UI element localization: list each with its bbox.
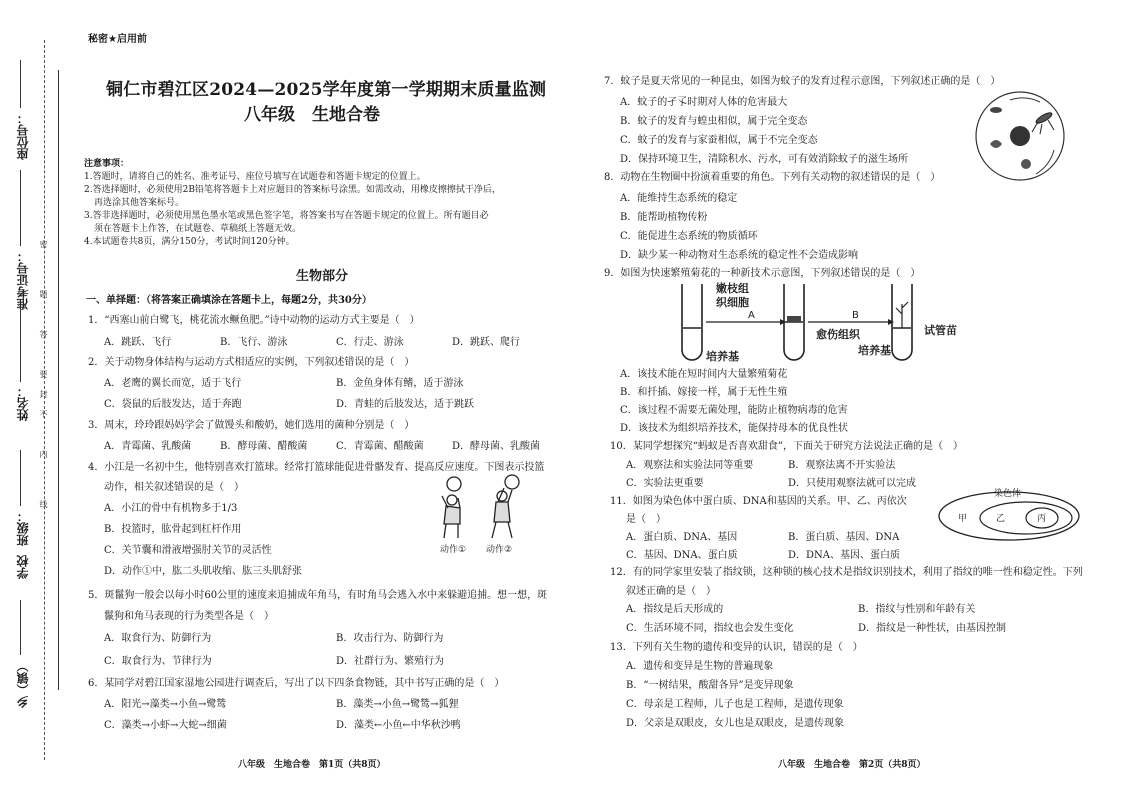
q8-option-d[interactable]: D．缺少某一种动物对生态系统的稳定性不会造成影响 [620, 250, 859, 261]
q1-option-c[interactable]: C．行走、游泳 [336, 337, 404, 348]
question-12-stem-cont: 叙述正确的是（ ） [626, 586, 716, 597]
notice-line: 1.答题时，请将自己的姓名、准考证号、座位号填写在试题卷和答题卡规定的位置上。 [84, 172, 426, 182]
question-7-stem: 7．蚊子是夏天常见的一种昆虫，如图为蚊子的发育过程示意图，下列叙述正确的是（ ） [604, 76, 1001, 87]
player-1-icon [442, 477, 461, 538]
seal-word: 题 [39, 290, 48, 298]
q3-option-a[interactable]: A．青霉菌、乳酸菌 [104, 441, 192, 452]
q2-option-c[interactable]: C．袋鼠的后肢发达，适于奔跑 [104, 399, 242, 410]
q9-option-a[interactable]: A．该技术能在短时间内大量繁殖菊花 [620, 369, 788, 380]
seal-word: 答 [39, 330, 48, 338]
q11-option-c[interactable]: C．基因、DNA、蛋白质 [626, 550, 738, 561]
q13-option-c[interactable]: C．母亲是工程师，儿子也是工程师，是遗传现象 [626, 699, 844, 710]
player-2-icon [492, 475, 519, 538]
question-6-stem: 6．某同学对碧江国家湿地公园进行调查后，写出了以下四条食物链，其中书写正确的是（ ） [88, 678, 505, 689]
label-yi: 乙 [996, 514, 1006, 524]
q10-option-c[interactable]: C．实验法更重要 [626, 478, 704, 489]
label-medium-1: 培养基 [706, 350, 739, 363]
q6-option-d[interactable]: D．藻类←小鱼←中华秋沙鸭 [336, 720, 461, 731]
label-plantlet: 试管苗 [924, 324, 957, 337]
question-12-stem: 12．有的同学家里安装了指纹锁，这种锁的核心技术是指纹识别技术，利用了指纹的唯一性和稳定性。下列 [610, 567, 1083, 578]
exam-subtitle: 八年级 生地合卷 [244, 105, 380, 125]
question-1-stem: 1．“西塞山前白鹭飞，桃花流水鳜鱼肥。”诗中动物的运动方式主要是（ ） [88, 315, 420, 326]
q12-option-c[interactable]: C．生活环境不同，指纹也会发生变化 [626, 623, 794, 634]
q3-option-d[interactable]: D．酵母菌、乳酸菌 [452, 441, 541, 452]
q4-option-b[interactable]: B．投篮时，肱骨起到杠杆作用 [104, 524, 242, 535]
seat-blank [20, 60, 21, 108]
part-heading: 一、单择题：（将答案正确填涂在答题卡上，每题2分，共30分） [86, 295, 372, 306]
secret-label: 秘密★启用前 [88, 34, 147, 45]
q11-option-a[interactable]: A．蛋白质、DNA、基因 [626, 532, 738, 543]
town-label: 乡（镇） [16, 660, 30, 708]
q8-option-c[interactable]: C．能促进生态系统的物质循环 [620, 231, 758, 242]
q6-option-c[interactable]: C．藻类→小虾→大蛇→细菌 [104, 720, 227, 731]
q2-option-d[interactable]: D．青蛙的后肢发达，适于跳跃 [336, 399, 475, 410]
q11-option-d[interactable]: D．DNA、基因、蛋白质 [788, 550, 901, 561]
seal-word: 密 [39, 240, 48, 248]
name-blank [20, 310, 21, 382]
q4-option-d[interactable]: D．动作①中，肱二头肌收缩、肱三头肌舒张 [104, 566, 303, 577]
mosquito-icon [1032, 111, 1054, 134]
q2-option-b[interactable]: B．金鱼身体有鳍，适于游泳 [336, 378, 464, 389]
seal-word: 线 [39, 500, 48, 508]
q1-option-b[interactable]: B．飞行、游泳 [220, 337, 288, 348]
question-13-stem: 13．下列有关生物的遗传和变异的认识，错误的是（ ） [610, 642, 863, 653]
q1-option-d[interactable]: D．跳跃、爬行 [452, 337, 521, 348]
seal-word: 不 [39, 410, 48, 418]
test-tube-2-icon [784, 284, 804, 360]
question-11-stem: 11．如图为染色体中蛋白质、DNA和基因的关系。甲、乙、丙依次 [610, 496, 907, 507]
test-tube-1-icon [682, 284, 702, 360]
action-2-label: 动作② [486, 545, 513, 555]
town-blank [20, 600, 21, 655]
label-chromosome: 染色体 [994, 489, 1022, 499]
q2-option-a[interactable]: A．老鹰的翼长而宽，适于飞行 [104, 378, 242, 389]
notice-line: 须在答题卡上作答，在试题卷、草稿纸上答题无效。 [94, 224, 302, 234]
question-2-stem: 2．关于动物身体结构与运动方式相适应的实例，下列叙述错误的是（ ） [88, 357, 415, 368]
footer-left: 八年级 生地合卷 第1页（共8页） [238, 760, 386, 770]
label-tissue-2: 织细胞 [716, 296, 749, 309]
q12-option-b[interactable]: B．指纹与性别和年龄有关 [858, 604, 976, 615]
q11-option-b[interactable]: B．蛋白质、基因、DNA [788, 532, 900, 543]
label-medium-2: 培养基 [858, 344, 891, 357]
seal-word: 内 [39, 450, 48, 458]
label-tissue: 嫩枝组 [716, 282, 749, 295]
notice-line: 2.答选择题时，必须使用2B铅笔将答题卡上对应题目的答案标号涂黑。如需改动，用橡皮擦擦拭干净后， [84, 185, 501, 195]
class-blank [20, 450, 21, 506]
center-icon [1010, 126, 1030, 146]
section-title: 生物部分 [296, 269, 349, 284]
question-3-stem: 3．周末，玲玲跟妈妈学会了做馒头和酸奶，她们选用的菌种分别是（ ） [88, 420, 415, 431]
mosquito-cycle-figure [970, 88, 1070, 184]
tissue-culture-figure [666, 278, 986, 366]
q5-option-d[interactable]: D．社群行为、繁殖行为 [336, 656, 445, 667]
chromosome-figure [934, 484, 1084, 544]
class-label: 班级： [16, 510, 30, 546]
q8-option-b[interactable]: B．能帮助植物传粉 [620, 212, 708, 223]
q6-option-b[interactable]: B．藻类→小鱼→鹭鸶→狐狸 [336, 699, 459, 710]
question-8-stem: 8．动物在生物圈中扮演着重要的角色。下列有关动物的叙述错误的是（ ） [604, 172, 941, 183]
q10-option-b[interactable]: B．观察法离不开实验法 [788, 460, 896, 471]
test-tube-3-icon [892, 284, 912, 360]
q7-option-d[interactable]: D．保持环境卫生，清除积水、污水，可有效消除蚊子的滋生场所 [620, 154, 909, 165]
exam-no-label: 准考证号： [16, 250, 30, 310]
school-label: 学校 [16, 555, 30, 579]
question-5-stem-cont: 鬣狗和角马表现的行为类型各是（ ） [104, 611, 274, 622]
label-bing: 丙 [1037, 514, 1047, 524]
name-label: 姓名： [16, 385, 30, 421]
basketball-figure [432, 472, 552, 556]
q6-option-a[interactable]: A．阳光→藻类→小鱼→鹭鸶 [104, 699, 227, 710]
notice-line: 3.答非选择题时，必须使用黑色墨水笔或黑色签字笔，将答案书写在答题卡规定的位置上。所有题目必 [84, 211, 489, 221]
q9-option-c[interactable]: C．该过程不需要无菌处理，能防止植物病毒的危害 [620, 405, 848, 416]
binding-line [58, 70, 59, 690]
q5-option-a[interactable]: A．取食行为、防御行为 [104, 633, 212, 644]
question-10-stem: 10．某同学想探究“蚂蚁是否喜欢甜食”，下面关于研究方法说法正确的是（ ） [610, 441, 963, 452]
notice-line: 4.本试题卷共8页，满分150分，考试时间120分钟。 [84, 237, 295, 247]
q7-option-c[interactable]: C．蚊子的发育与家蚕相似，属于不完全变态 [620, 135, 818, 146]
question-4-stem: 4．小江是一名初中生，他特别喜欢打篮球。经常打篮球能促进骨骼发育、提高反应速度。下图表示投篮 [88, 462, 545, 473]
label-arrow-b: B [852, 310, 859, 321]
q13-option-b[interactable]: B．“一树结果，酸甜各异”是变异现象 [626, 680, 794, 691]
q5-option-c[interactable]: C．取食行为、节律行为 [104, 656, 212, 667]
notice-line: 再选涂其他答案标号。 [94, 198, 185, 208]
seat-label: 座位号： [16, 112, 30, 160]
question-5-stem: 5．斑鬣狗一般会以每小时60公里的速度来追捕成年角马，有时角马会逃入水中来躲避追捕。想一想，斑 [88, 590, 548, 601]
q9-option-b[interactable]: B．和扦插、嫁接一样，属于无性生殖 [620, 387, 788, 398]
question-4-stem-cont: 动作，相关叙述错误的是（ ） [104, 482, 244, 493]
q7-option-b[interactable]: B．蚊子的发育与蝗虫相似，属于完全变态 [620, 116, 808, 127]
q7-option-a[interactable]: A．蚊子的孑孓时期对人体的危害最大 [620, 97, 788, 108]
pupa-icon [1021, 159, 1031, 169]
seal-word: 封 [39, 390, 48, 398]
q3-option-c[interactable]: C．青霉菌、醋酸菌 [336, 441, 424, 452]
egg-icon [990, 107, 1002, 113]
exam-title: 铜仁市碧江区2024—2025学年度第一学期期末质量监测 [106, 80, 547, 100]
q8-option-a[interactable]: A．能维持生态系统的稳定 [620, 193, 738, 204]
question-9-stem: 9．如图为快速繁殖菊花的一种新技术示意图，下列叙述错误的是（ ） [604, 268, 921, 279]
q10-option-d[interactable]: D．只使用观察法就可以完成 [788, 478, 917, 489]
larva-icon [990, 140, 1002, 148]
exam-no-blank [20, 170, 21, 246]
action-1-label: 动作① [440, 545, 467, 555]
q3-option-b[interactable]: B．酵母菌、醋酸菌 [220, 441, 308, 452]
notice-title: 注意事项： [84, 159, 130, 169]
q12-option-a[interactable]: A．指纹是后天形成的 [626, 604, 724, 615]
label-callus: 愈伤组织 [816, 328, 860, 341]
q4-option-c[interactable]: C．关节囊和滑液增强肘关节的灵活性 [104, 545, 272, 556]
q4-option-a[interactable]: A．小江的骨中有机物多于1/3 [104, 503, 238, 514]
q12-option-d[interactable]: D．指纹是一种性状，由基因控制 [858, 623, 1007, 634]
q10-option-a[interactable]: A．观察法和实验法同等重要 [626, 460, 754, 471]
footer-right: 八年级 生地合卷 第2页（共8页） [778, 760, 926, 770]
q1-option-a[interactable]: A．跳跃、飞行 [104, 337, 172, 348]
q5-option-b[interactable]: B．攻击行为、防御行为 [336, 633, 444, 644]
q13-option-d[interactable]: D．父亲是双眼皮，女儿也是双眼皮，是遗传现象 [626, 718, 845, 729]
binding-strip [0, 0, 80, 793]
q13-option-a[interactable]: A．遗传和变异是生物的普遍现象 [626, 661, 774, 672]
label-jia: 甲 [958, 514, 968, 524]
seal-dashed-line [44, 40, 45, 760]
seal-word: 要 [39, 370, 48, 378]
label-arrow-a: A [748, 310, 755, 321]
question-11-stem-cont: 是（ ） [626, 514, 666, 525]
q9-option-d[interactable]: D．该技术为组织培养技术，能保持母本的优良性状 [620, 423, 849, 434]
